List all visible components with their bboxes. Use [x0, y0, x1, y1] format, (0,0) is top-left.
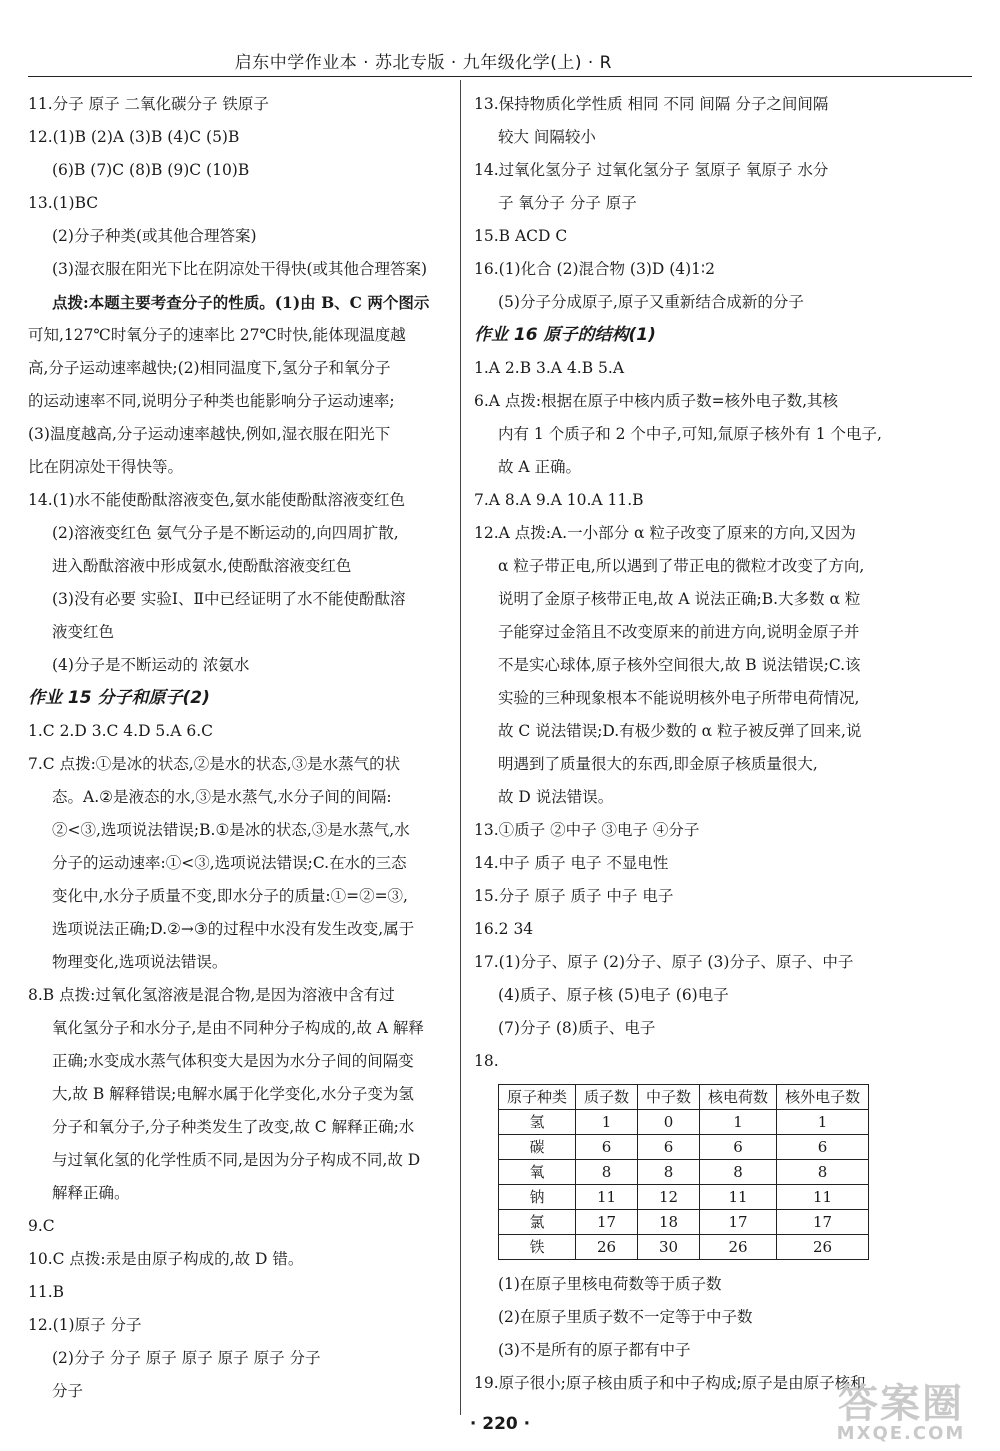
table-header-cell: 原子种类 [499, 1085, 576, 1110]
answer-line: 大,故 B 解释错误;电解水属于化学变化,水分子变为氢 [52, 1085, 414, 1103]
table-row [499, 1160, 869, 1185]
answer-line: 7.A 8.A 9.A 10.A 11.B [474, 491, 644, 509]
atom-table [498, 1084, 869, 1260]
answer-line: (4)质子、原子核 (5)电子 (6)电子 [498, 986, 729, 1004]
answer-line: (2)分子种类(或其他合理答案) [52, 227, 257, 245]
table-cell: 26 [576, 1235, 638, 1260]
table-cell: 8 [700, 1160, 777, 1185]
table-cell: 钠 [499, 1185, 576, 1210]
answer-line: 故 C 说法错误;D.有极少数的 α 粒子被反弹了回来,说 [498, 722, 862, 740]
answer-line: 进入酚酞溶液中形成氨水,使酚酞溶液变红色 [52, 557, 352, 575]
section-heading-15: 作业 15 分子和原子(2) [28, 688, 210, 708]
answer-line: 实验的三种现象根本不能说明核外电子所带电荷情况, [498, 689, 860, 707]
table-cell: 8 [576, 1160, 638, 1185]
answer-line: 子 氧分子 分子 原子 [498, 194, 637, 212]
table-cell: 18 [638, 1210, 700, 1235]
table-cell: 12 [638, 1185, 700, 1210]
answer-line: 6.A 点拨:根据在原子中核内质子数=核外电子数,其核 [474, 392, 839, 410]
table-row [499, 1235, 869, 1260]
table-header-cell: 质子数 [576, 1085, 638, 1110]
table-cell: 1 [576, 1110, 638, 1135]
answer-line: (6)B (7)C (8)B (9)C (10)B [52, 161, 250, 179]
table-header-row [499, 1085, 869, 1110]
answer-line: 7.C 点拨:①是冰的状态,②是水的状态,③是水蒸气的状 [28, 755, 401, 773]
table-cell: 11 [576, 1185, 638, 1210]
answer-line: (5)分子分成原子,原子又重新结合成新的分子 [498, 293, 804, 311]
table-cell: 6 [700, 1135, 777, 1160]
column-divider [460, 80, 461, 1415]
answer-line: 分子的运动速率:①<③,选项说法错误;C.在水的三态 [52, 854, 407, 872]
left-column [28, 88, 448, 1408]
answer-line: 态。A.②是液态的水,③是水蒸气,水分子间的间隔: [52, 788, 392, 806]
table-cell: 8 [777, 1160, 869, 1185]
answer-line: 物理变化,选项说法错误。 [52, 953, 228, 971]
answer-line: 13.保持物质化学性质 相同 不同 间隔 分子之间间隔 [474, 95, 829, 113]
running-header: 启东中学作业本 · 苏北专版 · 九年级化学(上) · R [234, 53, 612, 73]
answer-line: 液变红色 [52, 623, 115, 641]
answer-line: 8.B 点拨:过氧化氢溶液是混合物,是因为溶液中含有过 [28, 986, 395, 1004]
answer-line: 分子和氧分子,分子种类发生了改变,故 C 解释正确;水 [52, 1118, 415, 1136]
answer-line: 9.C [28, 1217, 55, 1235]
answer-line: 18. [474, 1052, 499, 1070]
table-cell: 碳 [499, 1135, 576, 1160]
table-header-cell: 核电荷数 [700, 1085, 777, 1110]
answer-line: 高,分子运动速率越快;(2)相同温度下,氢分子和氧分子 [28, 359, 391, 377]
table-cell: 6 [576, 1135, 638, 1160]
answer-line: 正确;水变成水蒸气体积变大是因为水分子间的间隔变 [52, 1052, 414, 1070]
table-cell: 6 [777, 1135, 869, 1160]
answer-line: 11.分子 原子 二氧化碳分子 铁原子 [28, 95, 269, 113]
answer-line: 较大 间隔较小 [498, 128, 596, 146]
answer-line: 12.(1)原子 分子 [28, 1316, 142, 1334]
table-row [499, 1110, 869, 1135]
table-cell: 17 [700, 1210, 777, 1235]
watermark-text: 答案圈 [838, 1381, 964, 1427]
table-header-cell: 核外电子数 [777, 1085, 869, 1110]
table-cell: 17 [777, 1210, 869, 1235]
answer-line: 故 D 说法错误。 [498, 788, 614, 806]
table-cell: 氯 [499, 1210, 576, 1235]
table-cell: 8 [638, 1160, 700, 1185]
answer-line: 选项说法正确;D.②→③的过程中水没有发生改变,属于 [52, 920, 415, 938]
answer-line: 解释正确。 [52, 1184, 130, 1202]
table-cell: 氢 [499, 1110, 576, 1135]
answer-line: 14.过氧化氢分子 过氧化氢分子 氢原子 氧原子 水分 [474, 161, 829, 179]
table-header-cell: 中子数 [638, 1085, 700, 1110]
answer-line: 明遇到了质量很大的东西,即金原子核质量很大, [498, 755, 818, 773]
answer-line: 16.2 34 [474, 920, 534, 938]
answer-line: (1)在原子里核电荷数等于质子数 [498, 1275, 722, 1293]
watermark-url: MXQE.COM [836, 1423, 966, 1444]
answer-line: 的运动速率不同,说明分子种类也能影响分子运动速率; [28, 392, 395, 410]
answer-line: 12.(1)B (2)A (3)B (4)C (5)B [28, 128, 240, 146]
table-cell: 1 [777, 1110, 869, 1135]
table-cell: 0 [638, 1110, 700, 1135]
answer-line: 14.(1)水不能使酚酞溶液变色,氨水能使酚酞溶液变红色 [28, 491, 406, 509]
answer-line: 1.A 2.B 3.A 4.B 5.A [474, 359, 625, 377]
table-cell: 11 [700, 1185, 777, 1210]
answer-line: (2)分子 分子 原子 原子 原子 原子 分子 [52, 1349, 321, 1367]
answer-line: 分子 [52, 1382, 84, 1400]
answer-line: 13.①质子 ②中子 ③电子 ④分子 [474, 821, 700, 839]
table-row [499, 1135, 869, 1160]
table-cell: 26 [700, 1235, 777, 1260]
answer-line: 内有 1 个质子和 2 个中子,可知,氚原子核外有 1 个电子, [498, 425, 882, 443]
table-cell: 30 [638, 1235, 700, 1260]
answer-line: 10.C 点拨:汞是由原子构成的,故 D 错。 [28, 1250, 304, 1268]
answer-line: 15.分子 原子 质子 中子 电子 [474, 887, 674, 905]
answer-line: (3)没有必要 实验Ⅰ、Ⅱ中已经证明了水不能使酚酞溶 [52, 590, 406, 608]
header-rule [28, 76, 972, 77]
table-cell: 17 [576, 1210, 638, 1235]
answer-line: 13.(1)BC [28, 194, 99, 212]
answer-line: 19.原子很小;原子核由质子和中子构成;原子是由原子核和 [474, 1374, 866, 1392]
section-heading-16: 作业 16 原子的结构(1) [474, 325, 656, 345]
answer-line: 说明了金原子核带正电,故 A 说法正确;B.大多数 α 粒 [498, 590, 861, 608]
answer-line: 16.(1)化合 (2)混合物 (3)D (4)1∶2 [474, 260, 715, 278]
answer-line: 与过氧化氢的化学性质不同,是因为分子构成不同,故 D [52, 1151, 421, 1169]
table-cell: 氧 [499, 1160, 576, 1185]
answer-line: 子能穿过金箔且不改变原来的前进方向,说明金原子并 [498, 623, 860, 641]
answer-line: 11.B [28, 1283, 65, 1301]
right-column [474, 88, 914, 1400]
answer-line: 不是实心球体,原子核外空间很大,故 B 说法错误;C.该 [498, 656, 861, 674]
answer-line: (7)分子 (8)质子、电子 [498, 1019, 656, 1037]
answer-line: 12.A 点拨:A.一小部分 α 粒子改变了原来的方向,又因为 [474, 524, 856, 542]
answer-line: α 粒子带正电,所以遇到了带正电的微粒才改变了方向, [498, 557, 865, 575]
answer-line: (3)温度越高,分子运动速率越快,例如,湿衣服在阳光下 [28, 425, 391, 443]
answer-line: 比在阴凉处干得快等。 [28, 458, 184, 476]
table-cell: 6 [638, 1135, 700, 1160]
answer-line: 17.(1)分子、原子 (2)分子、原子 (3)分子、原子、中子 [474, 953, 854, 971]
answer-line: (3)湿衣服在阳光下比在阴凉处干得快(或其他合理答案) [52, 260, 428, 278]
table-cell: 1 [700, 1110, 777, 1135]
hint-line: 点拨:本题主要考查分子的性质。(1)由 B、C 两个图示 [52, 293, 430, 312]
answer-line: 氧化氢分子和水分子,是由不同种分子构成的,故 A 解释 [52, 1019, 424, 1037]
page-number: · 220 · [469, 1414, 531, 1434]
answer-line: (2)在原子里质子数不一定等于中子数 [498, 1308, 753, 1326]
table-row [499, 1185, 869, 1210]
table-cell: 26 [777, 1235, 869, 1260]
answer-line: 可知,127℃时氧分子的速率比 27℃时快,能体现温度越 [28, 326, 406, 344]
answer-line: 14.中子 质子 电子 不显电性 [474, 854, 669, 872]
table-cell: 铁 [499, 1235, 576, 1260]
answer-line: 故 A 正确。 [498, 458, 582, 476]
answer-line: 1.C 2.D 3.C 4.D 5.A 6.C [28, 722, 213, 740]
answer-line: (2)溶液变红色 氨气分子是不断运动的,向四周扩散, [52, 524, 399, 542]
answer-line: (4)分子是不断运动的 浓氨水 [52, 656, 250, 674]
watermark-logo [826, 1381, 976, 1448]
answer-line: ②<③,选项说法错误;B.①是冰的状态,③是水蒸气,水 [52, 821, 410, 839]
answer-line: (3)不是所有的原子都有中子 [498, 1341, 691, 1359]
table-cell: 11 [777, 1185, 869, 1210]
answer-line: 15.B ACD C [474, 227, 568, 245]
answer-line: 变化中,水分子质量不变,即水分子的质量:①=②=③, [52, 887, 408, 905]
table-row [499, 1210, 869, 1235]
